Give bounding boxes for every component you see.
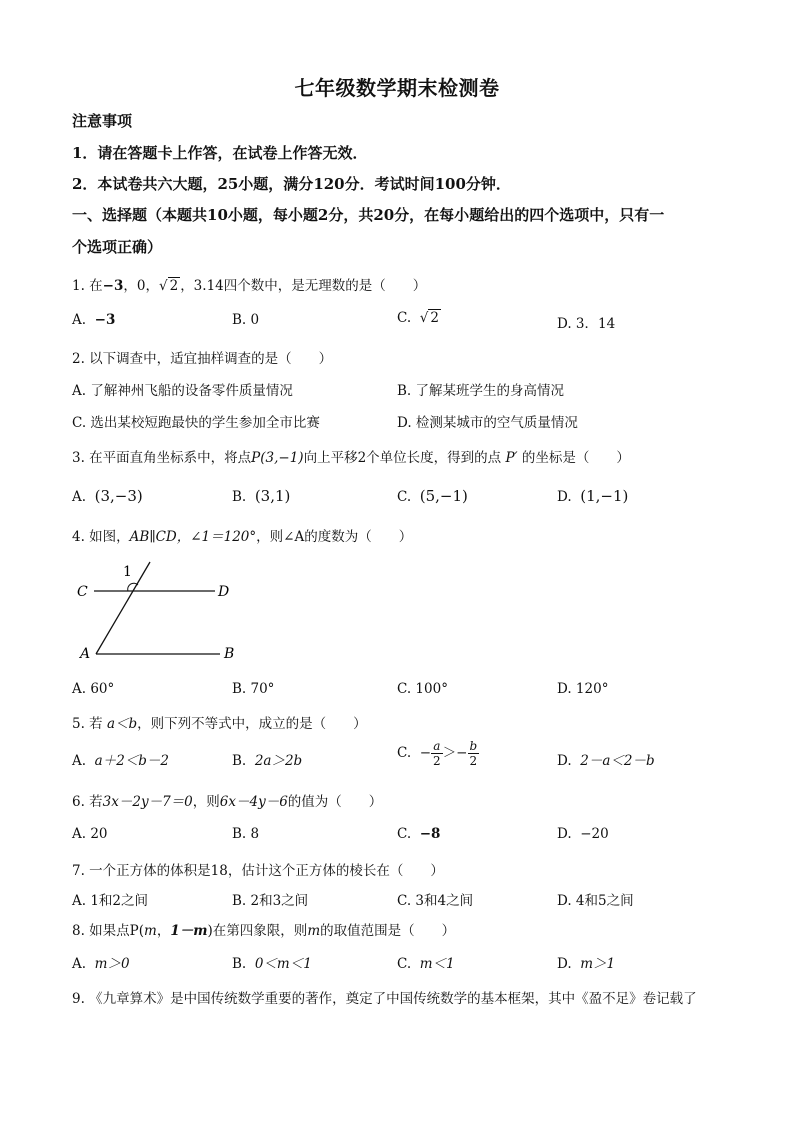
q6-option-d[interactable]: D. −20 xyxy=(557,826,609,842)
q6-expression: 6x－4y－6 xyxy=(219,794,288,810)
sqrt-icon: √ 2 xyxy=(158,278,179,294)
q5-option-d[interactable]: D. 2－a＜2－b xyxy=(557,753,655,769)
q5-option-a[interactable]: A. a＋2＜b－2 xyxy=(72,753,170,769)
fraction-a-over-2: $\frac{a}{2}$ xyxy=(433,739,441,768)
q7-option-b[interactable]: B. 2和3之间 xyxy=(232,893,309,909)
question-7-stem: 7. 一个正方体的体积是18，估计这个正方体的棱长在（ ） xyxy=(72,863,444,879)
q3-point-p-prime: P′ xyxy=(505,450,518,466)
q1-option-a[interactable]: A. −3 xyxy=(72,312,116,328)
q2-option-b[interactable]: B. 了解某班学生的身高情况 xyxy=(397,383,565,399)
q2-option-d[interactable]: D. 检测某城市的空气质量情况 xyxy=(397,415,578,431)
q8-option-a[interactable]: A. m＞0 xyxy=(72,956,130,972)
question-2-stem: 2. 以下调查中，适宜抽样调查的是（ ） xyxy=(72,351,333,367)
question-3-stem: 3. 在平面直角坐标系中，将点P(3,−1)向上平移2个单位长度，得到的点 P′ 的坐标是（ ） xyxy=(72,450,630,466)
q4-option-d[interactable]: D. 120° xyxy=(557,681,609,697)
q4-option-c[interactable]: C. 100° xyxy=(397,681,448,697)
q6-option-b[interactable]: B. 8 xyxy=(232,826,260,842)
q6-condition: 3x－2y－7＝0 xyxy=(102,794,193,810)
q8-option-c[interactable]: C. m＜1 xyxy=(397,956,455,972)
question-8-stem: 8. 如果点P(m，1－m)在第四象限，则m的取值范围是（ ） xyxy=(72,923,456,939)
q1-option-d[interactable]: D. 3．14 xyxy=(557,316,616,332)
sqrt-icon: √ 2 xyxy=(419,310,439,326)
label-angle-1: 1 xyxy=(123,564,132,580)
q7-option-a[interactable]: A. 1和2之间 xyxy=(72,893,149,909)
label-a: A xyxy=(80,646,91,662)
q4-option-a[interactable]: A. 60° xyxy=(72,681,115,697)
q4-figure xyxy=(72,558,252,668)
q4-option-b[interactable]: B. 70° xyxy=(232,681,275,697)
q8-option-b[interactable]: B. 0＜m＜1 xyxy=(232,956,312,972)
q2-option-c[interactable]: C. 选出某校短跑最快的学生参加全市比赛 xyxy=(72,415,320,431)
question-9-stem: 9. 《九章算术》是中国传统数学重要的著作，奠定了中国传统数学的基本框架，其中《盈不足》卷记载了 xyxy=(72,991,697,1007)
notes-heading: 注意事项 xyxy=(72,112,133,130)
q5-condition: a＜b xyxy=(106,716,138,732)
q1-option-b[interactable]: B. 0 xyxy=(232,312,260,328)
section-1-heading-line-2: 个选项正确） xyxy=(72,238,163,256)
section-1-heading-line-1: 一、选择题（本题共10小题，每小题2分，共20分，在每小题给出的四个选项中，只有一 xyxy=(72,206,665,224)
q1-number-neg3: −3 xyxy=(102,278,124,294)
question-4-stem: 4. 如图，AB∥CD，∠1＝120°，则∠A的度数为（ ） xyxy=(72,529,413,545)
q8-expression: 1－m xyxy=(170,923,208,939)
question-6-stem: 6. 若3x－2y－7＝0，则6x－4y－6的值为（ ） xyxy=(72,794,383,810)
q7-option-c[interactable]: C. 3和4之间 xyxy=(397,893,474,909)
q3-option-a[interactable]: A. (3,−3) xyxy=(72,487,143,505)
q8-option-d[interactable]: D. m＞1 xyxy=(557,956,616,972)
q3-option-d[interactable]: D. (1,−1) xyxy=(557,487,629,505)
exam-title: 七年级数学期末检测卷 xyxy=(294,76,500,100)
q5-option-c[interactable]: C. − $\frac{a}{2}$ ＞− $\frac{b}{2}$ xyxy=(397,739,478,768)
q3-point-p: P(3,−1) xyxy=(251,450,304,466)
q1-option-c[interactable]: C. √ 2 xyxy=(397,310,439,326)
q5-option-b[interactable]: B. 2a＞2b xyxy=(232,753,303,769)
fraction-b-over-2: $\frac{b}{2}$ xyxy=(469,739,478,768)
q7-option-d[interactable]: D. 4和5之间 xyxy=(557,893,634,909)
q6-option-c[interactable]: C. −8 xyxy=(397,826,441,842)
notes-item-2: 2．本试卷共六大题，25小题，满分120分．考试时间100分钟． xyxy=(72,175,511,193)
q3-option-b[interactable]: B. (3,1) xyxy=(232,487,291,505)
question-5-stem: 5. 若 a＜b，则下列不等式中，成立的是（ ） xyxy=(72,716,367,732)
q6-option-a[interactable]: A. 20 xyxy=(72,826,108,842)
label-c: C xyxy=(77,584,88,600)
question-1-stem: 1. 在−3，0，√ 2 ，3.14四个数中，是无理数的是（ ） xyxy=(72,278,427,294)
notes-item-1: 1．请在答题卡上作答，在试卷上作答无效． xyxy=(72,144,368,162)
q2-option-a[interactable]: A. 了解神州飞船的设备零件质量情况 xyxy=(72,383,293,399)
q3-option-c[interactable]: C. (5,−1) xyxy=(397,487,468,505)
label-b: B xyxy=(224,646,235,662)
label-d: D xyxy=(218,584,230,600)
q4-condition: AB∥CD，∠1＝120° xyxy=(129,529,257,545)
